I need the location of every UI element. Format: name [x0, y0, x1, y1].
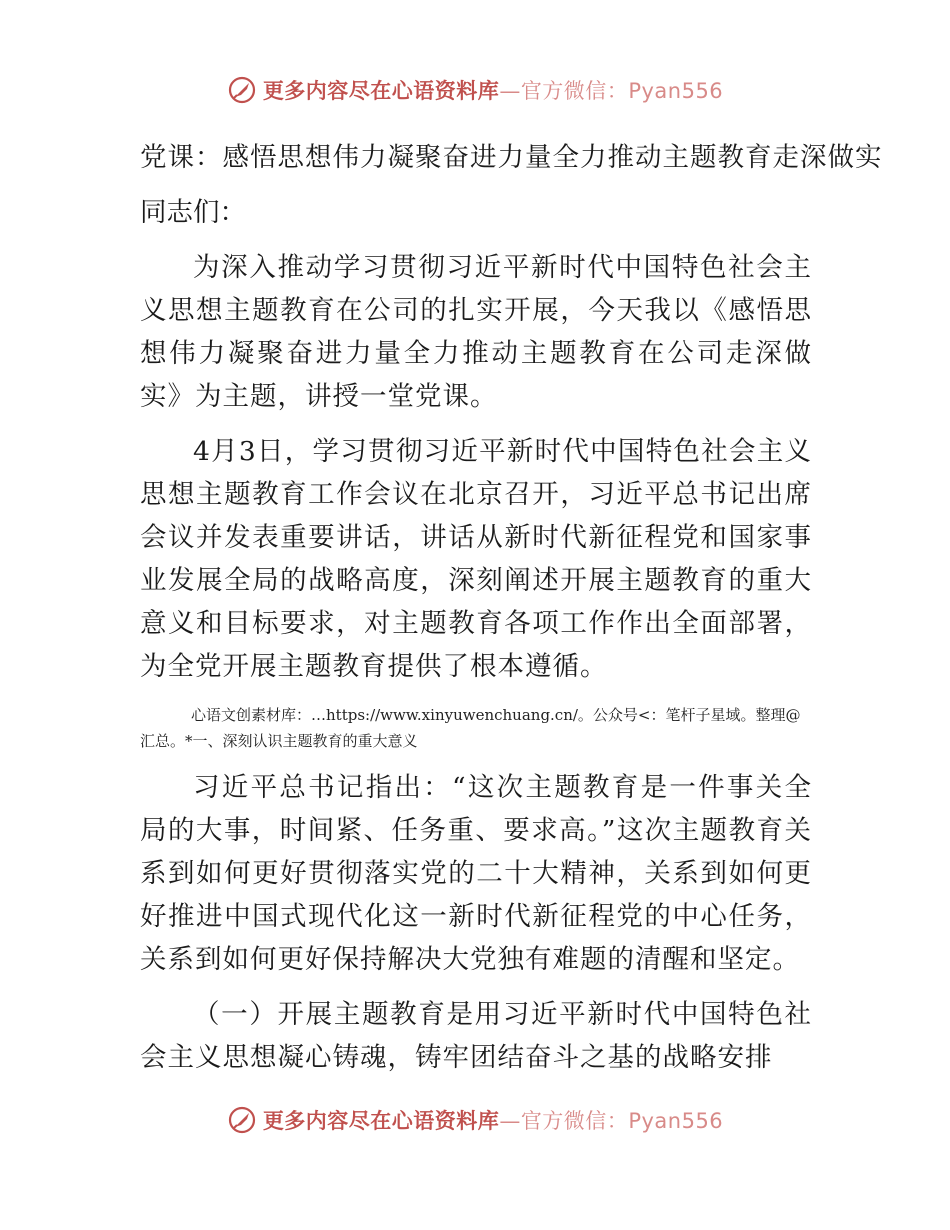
quill-pen-icon	[227, 75, 257, 105]
paragraph-2: 4月3日，学习贯彻习近平新时代中国特色社会主义思想主题教育工作会议在北京召开，习近平总书记出席会议并发表重要讲话，讲话从新时代新征程党和国家事业发展全局的战略高度，深刻阐述开展主题教育的重大意义和目标要求，对主题教育各项工作作出全面部署，为全党开展主题教育提供了根本遵循。	[140, 436, 812, 682]
section-heading-1: （一）开展主题教育是用习近平新时代中国特色社会主义思想凝心铸魂，铸牢团结奋斗之基的战略安排	[140, 999, 812, 1073]
banner-wechat-id: Pyan556	[628, 79, 724, 103]
paragraph-1: 为深入推动学习贯彻习近平新时代中国特色社会主义思想主题教育在公司的扎实开展，今天我以《感悟思想伟力凝聚奋进力量全力推动主题教育在公司走深做实》为主题，讲授一堂党课。	[140, 252, 812, 412]
banner-main-text: 更多内容尽在心语资料库	[262, 1109, 500, 1133]
quill-pen-icon	[227, 1105, 257, 1135]
footer-banner	[0, 1098, 950, 1142]
banner-wechat-label: 官方微信：	[520, 1109, 629, 1133]
banner-main-text: 更多内容尽在心语资料库	[262, 79, 500, 103]
banner-text	[263, 75, 723, 105]
banner-dash: —	[499, 1109, 521, 1133]
document-body	[140, 128, 883, 1079]
source-note: 心语文创素材库：…https://www.xinyuwenchuang.cn/。公众号<：笔杆子星域。整理@汇总。*一、深刻认识主题教育的重大意义	[140, 706, 801, 750]
paragraph-3: 习近平总书记指出：“这次主题教育是一件事关全局的大事，时间紧、任务重、要求高。”这次主题教育关系到如何更好贯彻落实党的二十大精神，关系到如何更好推进中国式现代化这一新时代新征程党的中心任务，关系到如何更好保持解决大党独有难题的清醒和坚定。	[140, 772, 812, 975]
document-title: 党课：感悟思想伟力凝聚奋进力量全力推动主题教育走深做实	[140, 142, 883, 173]
salutation: 同志们：	[140, 197, 246, 228]
banner-wechat-label: 官方微信：	[520, 79, 629, 103]
header-banner	[0, 68, 950, 112]
banner-text	[263, 1105, 723, 1135]
banner-wechat-id: Pyan556	[628, 1109, 724, 1133]
banner-dash: —	[499, 79, 521, 103]
